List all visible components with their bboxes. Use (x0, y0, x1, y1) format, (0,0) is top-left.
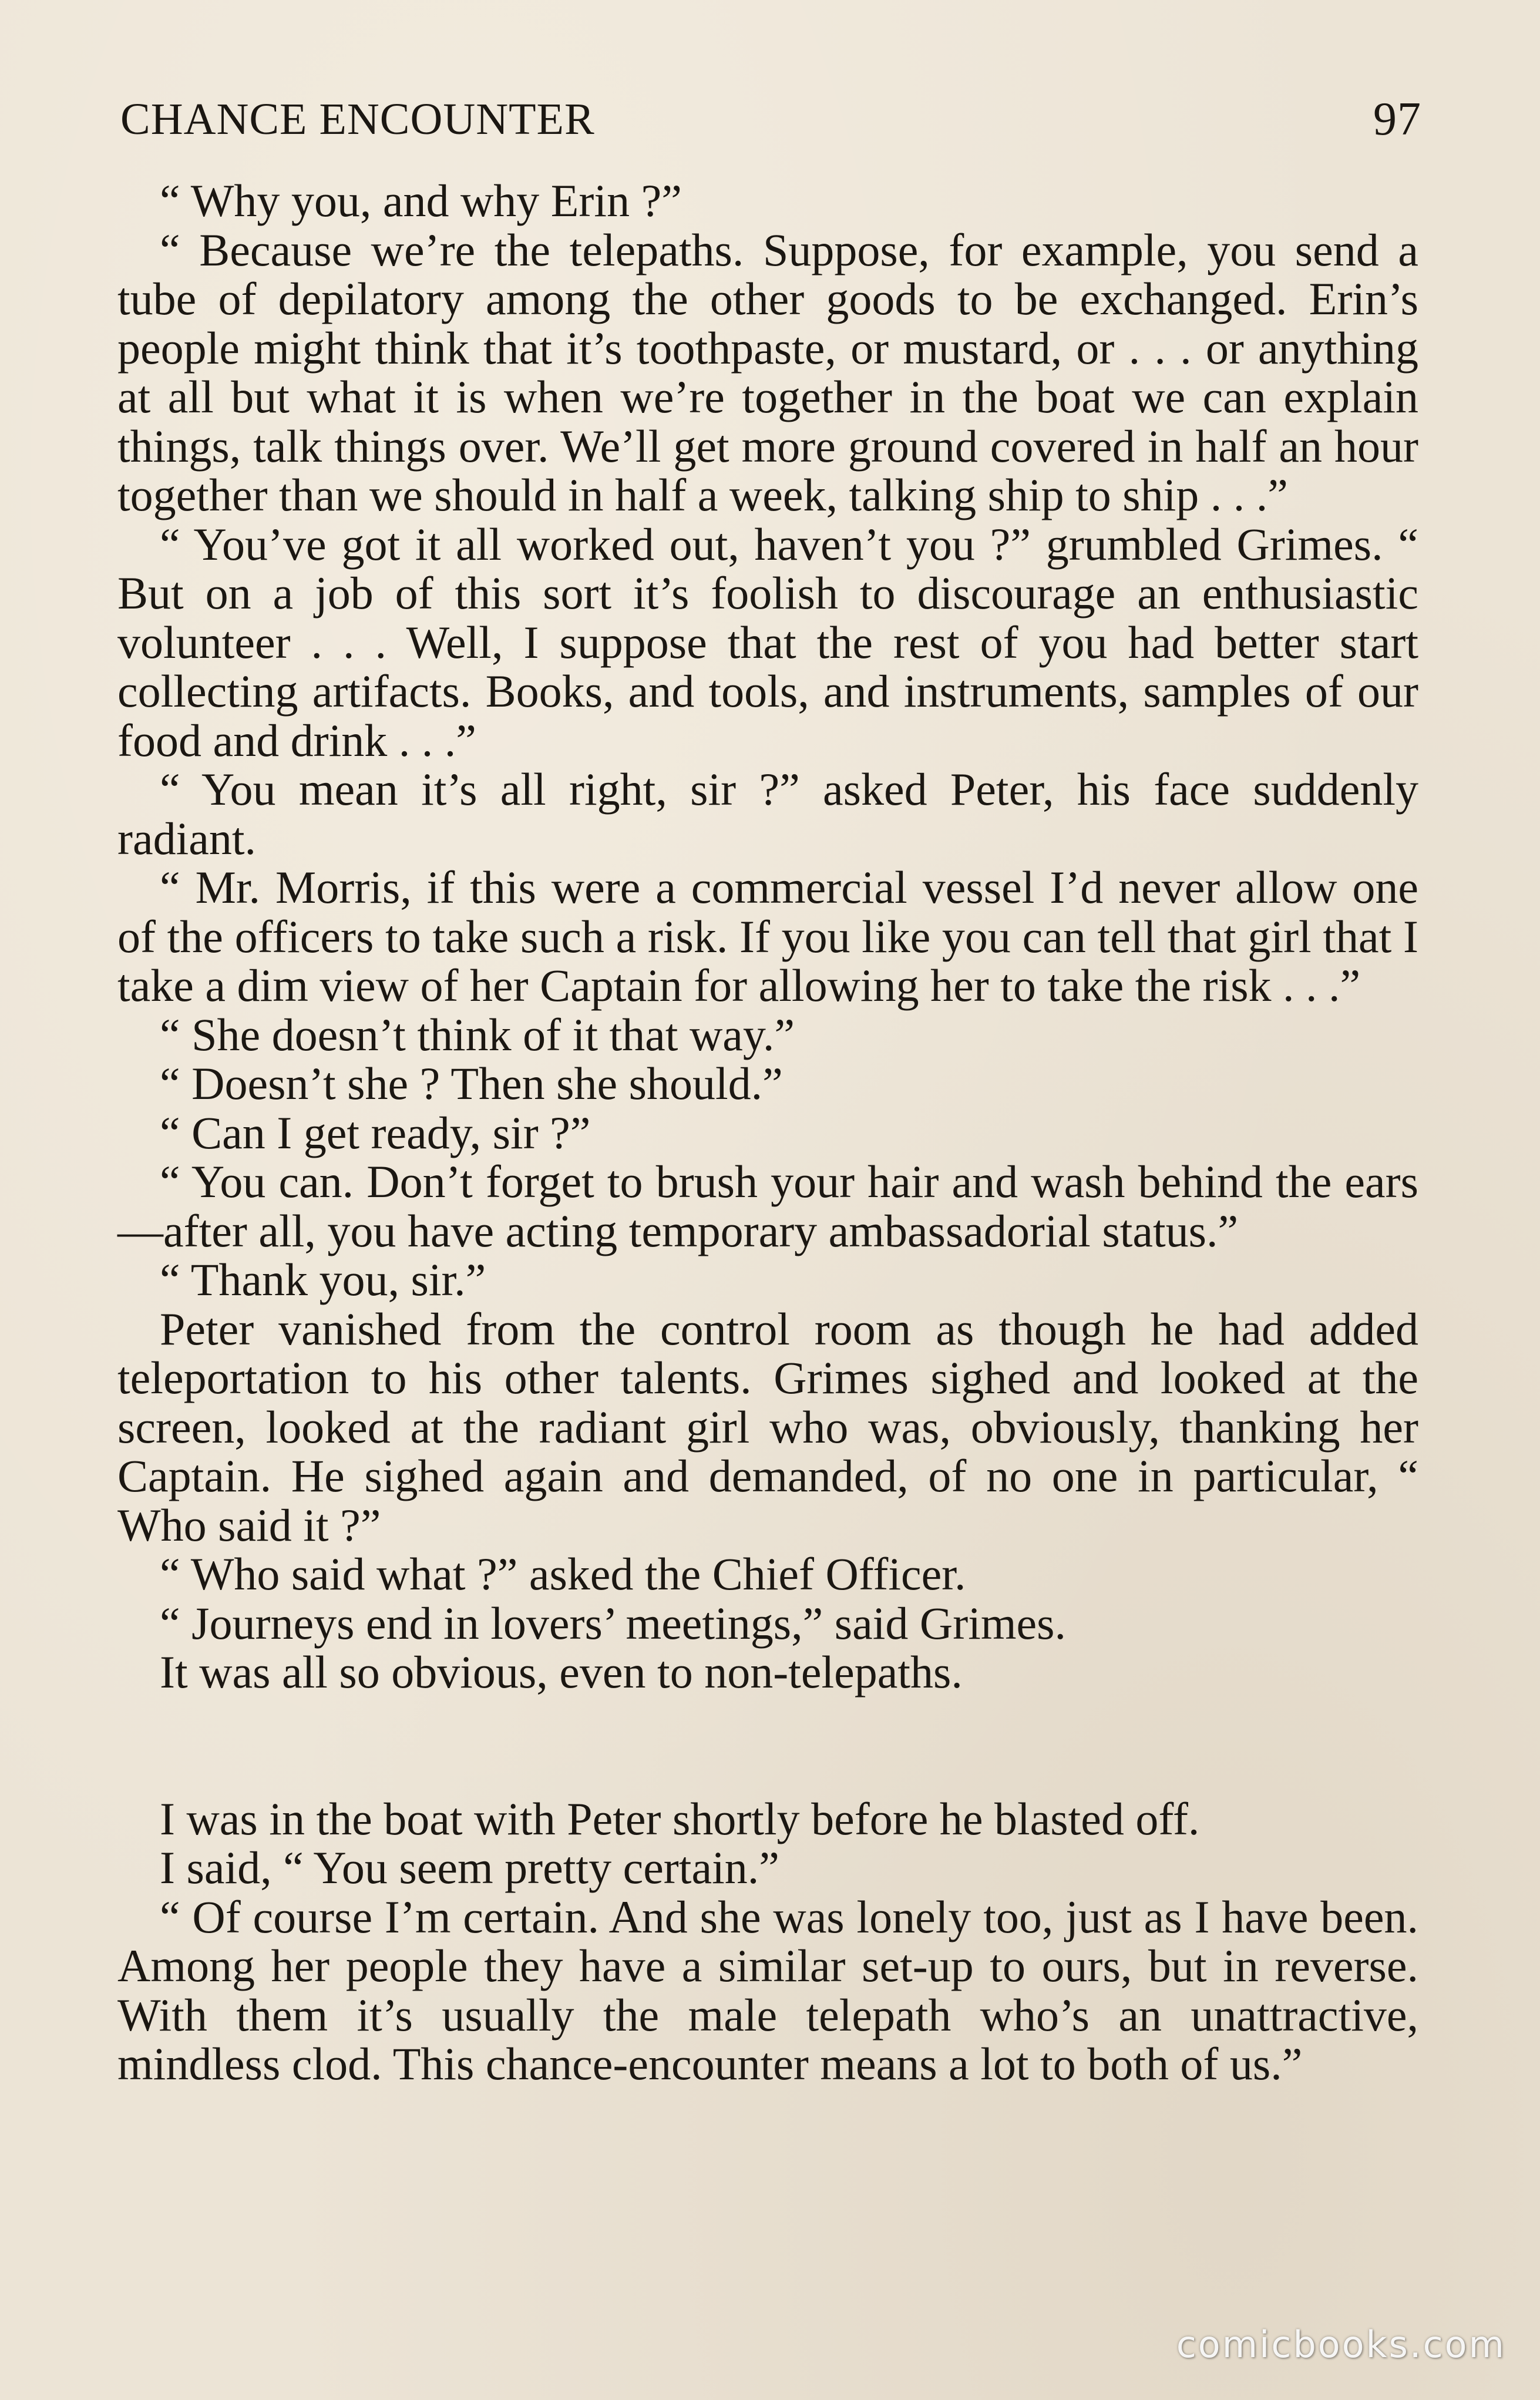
body-text (117, 176, 1418, 2089)
page-number: 97 (1373, 93, 1421, 145)
paragraph: I was in the boat with Peter shortly before he blasted off. (160, 1793, 1200, 1844)
paragraph: “ Because we’re the telepaths. Suppose, for example, you send a tube of depilatory among the other goods to be exchanged. Erin’s people might think that it’s toothpaste, or mustard, or . . . or anything at all but what it is when we’re together in the boat we can explain things, talk things over. We’ll get more ground covered in half an hour together than we should in half a week, talking ship to ship . . .” (117, 224, 1418, 520)
running-head (120, 87, 1421, 152)
paragraph: “ You mean it’s all right, sir ?” asked Peter, his face suddenly radiant. (117, 764, 1418, 864)
paragraph: It was all so obvious, even to non-telepaths. (160, 1646, 963, 1698)
paragraph: “ Mr. Morris, if this were a commercial vessel I’d never allow one of the officers to take such a risk. If you like you can tell that girl that I take a dim view of her Captain for allowing her to take the risk . . .” (117, 862, 1418, 1011)
paragraph: “ Of course I’m certain. And she was lonely too, just as I have been. Among her people they have a similar set-up to ours, but in reverse. With them it’s usually the male telepath who’s an unattractive, mindless clod. This chance-encounter means a lot to both of us.” (117, 1891, 1418, 2089)
paragraph: “ Journeys end in lovers’ meetings,” said Grimes. (160, 1597, 1067, 1649)
paragraph: I said, “ You seem pretty certain.” (160, 1842, 779, 1893)
section-break (117, 1697, 1418, 1794)
paragraph: “ Thank you, sir.” (160, 1254, 486, 1305)
paragraph: “ You can. Don’t forget to brush your hair and wash behind the ears—after all, you have acting temporary ambassadorial status.” (117, 1156, 1418, 1256)
chapter-title: CHANCE ENCOUNTER (120, 95, 595, 144)
watermark: comicbooks.com (1176, 2323, 1506, 2366)
paragraph: Peter vanished from the control room as though he had added teleportation to his other talents. Grimes sighed and looked at the screen, looked at the radiant girl who was, obviously, thanking her Captain. He sighed again and demanded, of no one in particular, “ Who said it ?” (117, 1303, 1418, 1551)
paragraph: “ You’ve got it all worked out, haven’t you ?” grumbled Grimes. “ But on a job of this sort it’s foolish to discourage an enthusiastic volunteer . . . Well, I suppose that the rest of you had better start collecting artifacts. Books, and tools, and instruments, samples of our food and drink . . .” (117, 518, 1418, 766)
paragraph: “ Why you, and why Erin ?” (160, 175, 682, 226)
paragraph: “ Doesn’t she ? Then she should.” (160, 1058, 783, 1109)
paragraph: “ She doesn’t think of it that way.” (160, 1009, 795, 1060)
paragraph: “ Can I get ready, sir ?” (160, 1107, 591, 1158)
paragraph: “ Who said what ?” asked the Chief Officer. (160, 1548, 966, 1599)
